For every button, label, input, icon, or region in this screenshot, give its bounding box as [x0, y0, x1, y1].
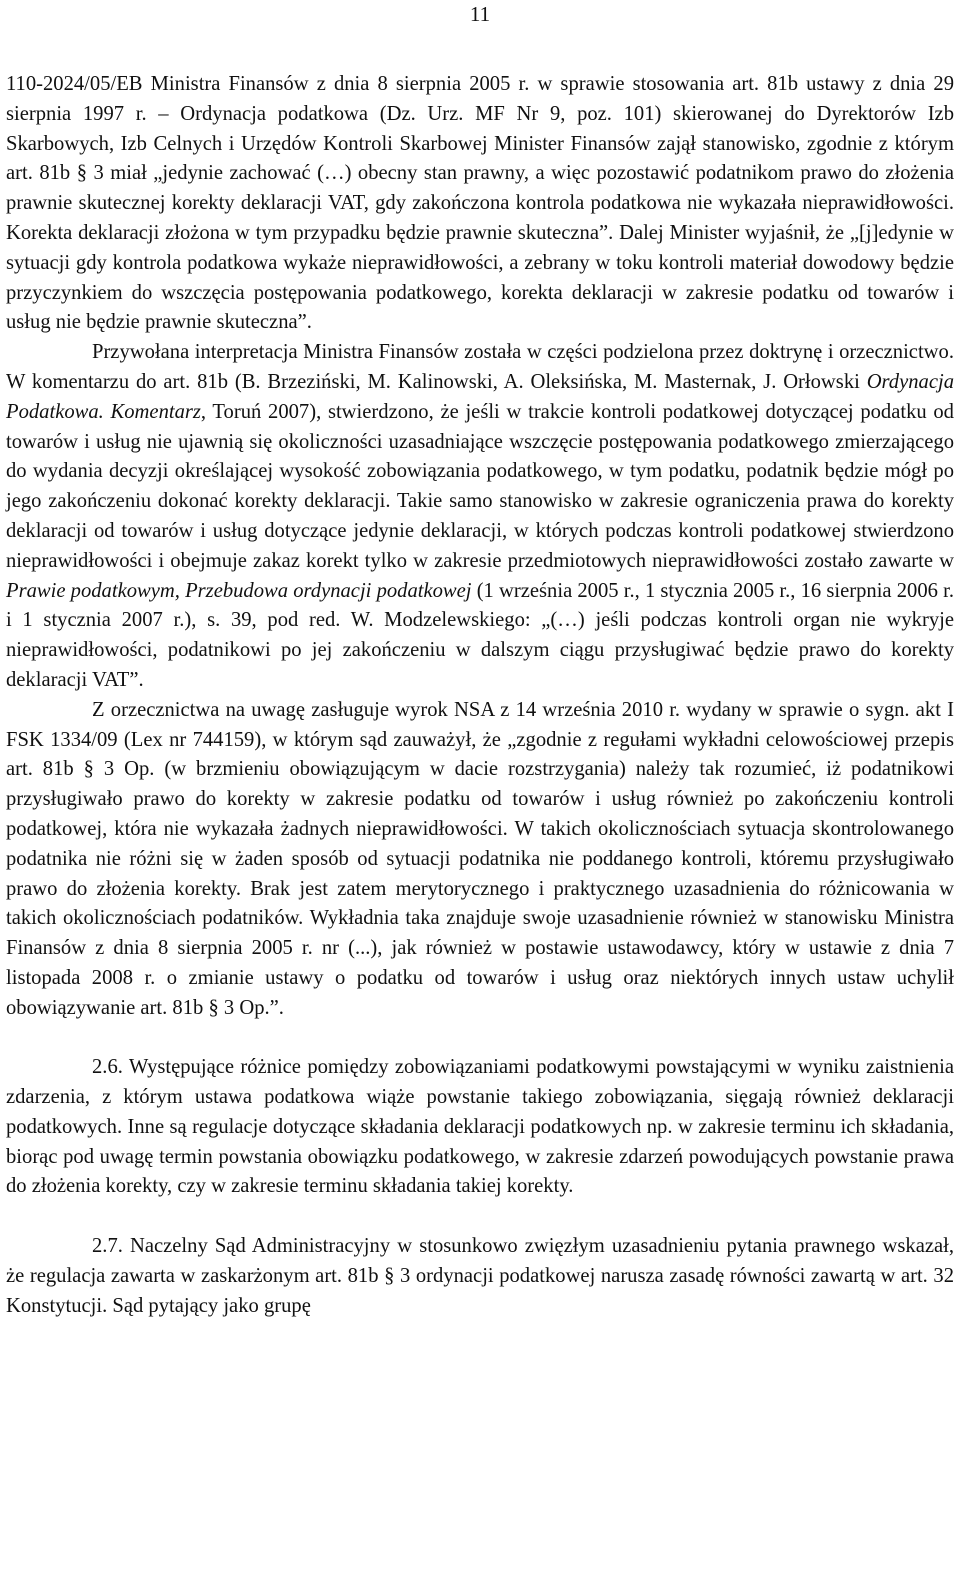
paragraph-section-2-6 — [6, 1053, 954, 1202]
paragraph-text: Z orzecznictwa na uwagę zasługuje wyrok NSA z 14 września 2010 r. wydany w sprawie o sygn. akt I FSK 1334/09 (Lex nr 744159), w którym sąd zauważył, że „zgodnie z regułami wykładni celowościowej przepis art. 81b § 3 Op. (w brzmieniu obowiązującym w dacie rozstrzygania) należy tak rozumieć, iż podatnikowi przysługiwało prawo do korekty w zakresie podatku od towarów i usług również po zakończeniu kontroli podatkowej, która nie wykazała żadnych nieprawidłowości. W takich okolicznościach sytuacja skontrolowanego podatnika nie różni się w żaden sposób od sytuacji podatnika nie poddanego kontroli, któremu przysługiwało prawo do złożenia korekty. Brak jest zatem merytorycznego i praktycznego uzasadnienia do różnicowania w takich okolicznościach podatników. Wykładnia taka znajduje swoje uzasadnienie również w stanowisku Ministra Finansów z dnia 8 sierpnia 2005 r. nr (...), jak również w postawie ustawodawcy, który w ustawie z dnia 7 listopada 2008 r. o zmianie ustawy o podatku od towarów i usług oraz niektórych innych ustaw uchylił obowiązywanie art. 81b § 3 Op.”. — [6, 698, 954, 1019]
paragraph-text: (1 września 2005 r., 1 stycznia 2005 r., 16 sierpnia 2006 r. i 1 stycznia 2007 r.), s. 39, pod red. W. Modzelewskiego: „(…) jeśli podczas kontroli organ nie wykryje nieprawidłowości, podatnikowi po jej zakończeniu w dalszym ciągu przysługiwać będzie prawo do korekty deklaracji VAT”. — [6, 579, 954, 691]
paragraph-text: Przywołana interpretacja Ministra Finansów została w części podzielona przez doktrynę i orzecznictwo. W komentarzu do art. 81b (B. Brzeziński, M. Kalinowski, A. Oleksińska, M. Masternak, J. Orłowski — [6, 341, 954, 393]
paragraph-text: 2.6. Występujące różnice pomiędzy zobowiązaniami podatkowymi powstającymi w wyniku zaistnienia zdarzenia, z którym ustawa podatkowa wiąże powstanie takiego zobowiązania, sięgają również deklaracji podatkowych. Inne są regulacje dotyczące składania deklaracji podatkowych np. w zakresie terminu ich składania, biorąc pod uwagę termin powstania obowiązku podatkowego, w zakresie zdarzeń powodujących powstanie prawa do złożenia korekty, czy w zakresie terminu składania takiej korekty. — [6, 1056, 954, 1198]
book-title: Prawie podatkowym, Przebudowa ordynacji podatkowej — [6, 579, 472, 602]
paragraph-text: 2.7. Naczelny Sąd Administracyjny w stosunkowo zwięzłym uzasadnieniu pytania prawnego wskazał, że regulacja zawarta w zaskarżonym art. 81b § 3 ordynacji podatkowej narusza zasadę równości zawartą w art. 32 Konstytucji. Sąd pytający jako grupę — [6, 1235, 954, 1317]
book-title: Ordynacja Podatkowa. Komentarz — [6, 370, 954, 423]
paragraph-mf-letter — [6, 70, 954, 338]
paragraph-text: 110-2024/05/EB Ministra Finansów z dnia 8 sierpnia 2005 r. w sprawie stosowania art. 81b ustawy z dnia 29 sierpnia 1997 r. – Ordynacja podatkowa (Dz. Urz. MF Nr 9, poz. 101) skierowanej do Dyrektorów Izb Skarbowych, Izb Celnych i Urzędów Kontroli Skarbowej Minister Finansów zajął stanowisko, zgodnie z którym art. 81b § 3 miał „jedynie zachować (…) obecny stan prawny, a więc pozostawić podatnikom prawo do złożenia prawnie skutecznej korekty deklaracji VAT, gdy zakończona kontrola podatkowa nie wykazała nieprawidłowości. Korekta deklaracji złożona w tym przypadku będzie prawnie skuteczna”. Dalej Minister wyjaśnił, że „[j]edynie w sytuacji gdy kontrola podatkowa wykaże nieprawidłowości, a zebrany w toku kontroli materiał dowodowy będzie przyczynkiem do wszczęcia postępowania podatkowego, korekta deklaracji w zakresie podatku od towarów i usług nie będzie prawnie skuteczna”. — [6, 73, 954, 334]
document-body — [6, 70, 954, 1321]
paragraph-doctrine — [6, 338, 954, 696]
paragraph-section-2-7 — [6, 1232, 954, 1321]
page-number: 11 — [469, 2, 491, 26]
paragraph-case-law — [6, 696, 954, 1024]
paragraph-text: , Toruń 2007), stwierdzono, że jeśli w trakcie kontroli podatkowej dotyczącej podatku od towarów i usług nie ujawnią się okoliczności uzasadniające wszczęcie postępowania podatkowego zmierzającego do wydania decyzji określającej wysokość zobowiązania podatkowego, w tym podatku, podatnik będzie mógł po jego zakończeniu dokonać korekty deklaracji. Takie samo stanowisko w zakresie ograniczenia prawa do korekty deklaracji od towarów i usług dotyczące jedynie deklaracji, w których podczas kontroli podatkowej stwierdzono nieprawidłowości i obejmuje zakaz korekt tylko w zakresie przedmiotowych nieprawidłowości zostało zawarte w — [6, 400, 954, 572]
